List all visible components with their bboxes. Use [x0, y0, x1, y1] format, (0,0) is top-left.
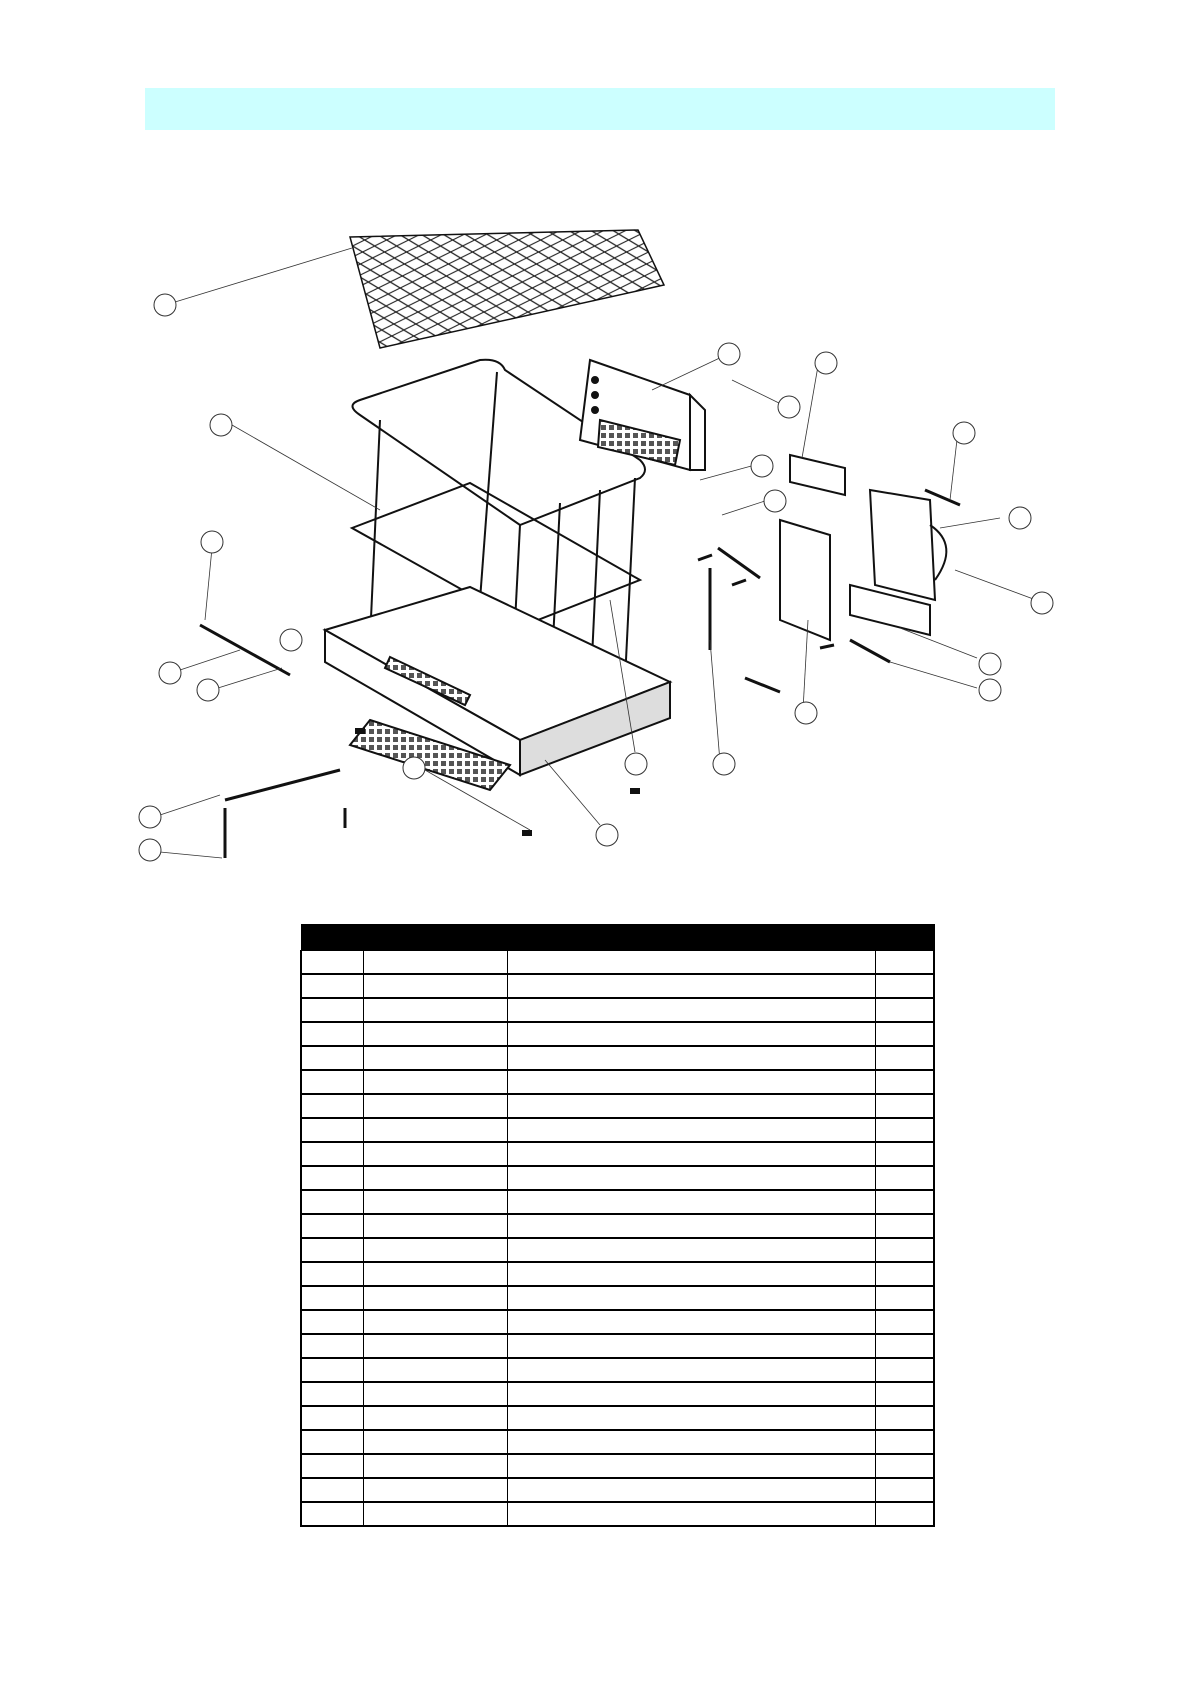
table-row [301, 1406, 934, 1430]
cell-part-number [363, 1142, 507, 1166]
cell-quantity [875, 1430, 934, 1454]
callout-3 [201, 531, 223, 553]
cell-part-number [363, 1286, 507, 1310]
cell-item [301, 1478, 363, 1502]
callout-18 [953, 422, 975, 444]
cell-part-number [363, 998, 507, 1022]
cell-part-number [363, 1046, 507, 1070]
table-row [301, 1214, 934, 1238]
table-row [301, 1142, 934, 1166]
cell-quantity [875, 1382, 934, 1406]
cell-part-number [363, 1382, 507, 1406]
cell-description [507, 1382, 875, 1406]
cell-description [507, 1094, 875, 1118]
cell-description [507, 1214, 875, 1238]
callout-12 [713, 753, 735, 775]
cell-description [507, 1310, 875, 1334]
table-row [301, 1310, 934, 1334]
header-item [301, 925, 363, 951]
cell-quantity [875, 951, 934, 975]
cell-item [301, 1262, 363, 1286]
cell-description [507, 1262, 875, 1286]
cell-quantity [875, 1022, 934, 1046]
table-row [301, 1382, 934, 1406]
callout-16 [764, 490, 786, 512]
callout-4 [280, 629, 302, 651]
cell-description [507, 1454, 875, 1478]
table-row [301, 1070, 934, 1094]
cell-quantity [875, 1502, 934, 1526]
cell-description [507, 1478, 875, 1502]
callout-17 [815, 352, 837, 374]
control-box [580, 360, 705, 470]
cell-item [301, 998, 363, 1022]
callout-6 [197, 679, 219, 701]
cell-part-number [363, 1190, 507, 1214]
table-row [301, 1118, 934, 1142]
cell-part-number [363, 1022, 507, 1046]
cell-item [301, 1334, 363, 1358]
cell-description [507, 1502, 875, 1526]
cell-part-number [363, 1070, 507, 1094]
cell-description [507, 1358, 875, 1382]
cell-part-number [363, 1334, 507, 1358]
cell-description [507, 1022, 875, 1046]
cell-description [507, 974, 875, 998]
cell-item [301, 1094, 363, 1118]
cell-item [301, 1430, 363, 1454]
cell-part-number [363, 1214, 507, 1238]
platform-base [325, 587, 670, 790]
cell-item [301, 1022, 363, 1046]
cell-quantity [875, 998, 934, 1022]
cell-item [301, 1190, 363, 1214]
table-row [301, 1094, 934, 1118]
cell-part-number [363, 1430, 507, 1454]
cell-description [507, 1334, 875, 1358]
cell-description [507, 1430, 875, 1454]
cell-item [301, 1286, 363, 1310]
table-row [301, 1166, 934, 1190]
cell-quantity [875, 974, 934, 998]
cell-item [301, 1118, 363, 1142]
cell-description [507, 1190, 875, 1214]
mounting-brackets [780, 455, 946, 640]
cell-quantity [875, 1454, 934, 1478]
cell-quantity [875, 1142, 934, 1166]
table-row [301, 1502, 934, 1526]
cell-item [301, 1502, 363, 1526]
cell-description [507, 1142, 875, 1166]
cell-item [301, 1142, 363, 1166]
cell-part-number [363, 1118, 507, 1142]
cell-quantity [875, 1310, 934, 1334]
cell-description [507, 1286, 875, 1310]
cell-quantity [875, 1286, 934, 1310]
callout-23 [795, 702, 817, 724]
cell-quantity [875, 1478, 934, 1502]
callout-7 [139, 806, 161, 828]
table-row [301, 1022, 934, 1046]
table-row [301, 974, 934, 998]
table-row [301, 1262, 934, 1286]
cell-part-number [363, 1478, 507, 1502]
table-row [301, 1286, 934, 1310]
table-row [301, 1454, 934, 1478]
cell-quantity [875, 1406, 934, 1430]
cell-part-number [363, 1358, 507, 1382]
callout-21 [979, 653, 1001, 675]
cell-part-number [363, 974, 507, 998]
callout-1 [154, 294, 176, 316]
callout-22 [979, 679, 1001, 701]
cell-description [507, 1166, 875, 1190]
cell-item [301, 1166, 363, 1190]
cell-quantity [875, 1046, 934, 1070]
cell-item [301, 974, 363, 998]
floor-mesh-panel [350, 230, 664, 348]
cell-item [301, 1406, 363, 1430]
parts-table-header [301, 925, 934, 951]
callout-15 [751, 455, 773, 477]
cell-item [301, 1310, 363, 1334]
callout-10 [596, 824, 618, 846]
cell-quantity [875, 1118, 934, 1142]
cell-part-number [363, 1094, 507, 1118]
callout-2 [210, 414, 232, 436]
table-row [301, 1046, 934, 1070]
table-row [301, 1358, 934, 1382]
callout-5 [159, 662, 181, 684]
parts-list-table [300, 924, 935, 1527]
cell-part-number [363, 1262, 507, 1286]
cell-description [507, 1406, 875, 1430]
table-row [301, 1430, 934, 1454]
cell-part-number [363, 1502, 507, 1526]
cell-quantity [875, 1094, 934, 1118]
cell-description [507, 1046, 875, 1070]
callout-13 [718, 343, 740, 365]
cell-part-number [363, 951, 507, 975]
callout-11 [625, 753, 647, 775]
header-description [507, 925, 875, 951]
cell-quantity [875, 1262, 934, 1286]
table-row [301, 1478, 934, 1502]
cell-item [301, 1454, 363, 1478]
cell-item [301, 1358, 363, 1382]
cell-part-number [363, 1238, 507, 1262]
cell-item [301, 1238, 363, 1262]
table-row [301, 998, 934, 1022]
cell-part-number [363, 1310, 507, 1334]
cell-part-number [363, 1166, 507, 1190]
cell-quantity [875, 1334, 934, 1358]
header-part-number [363, 925, 507, 951]
table-row [301, 1190, 934, 1214]
table-row [301, 1334, 934, 1358]
cell-part-number [363, 1454, 507, 1478]
cell-quantity [875, 1214, 934, 1238]
cell-quantity [875, 1070, 934, 1094]
cell-quantity [875, 1166, 934, 1190]
callout-9 [403, 757, 425, 779]
cell-description [507, 1118, 875, 1142]
cell-item [301, 1070, 363, 1094]
cell-item [301, 951, 363, 975]
cell-item [301, 1214, 363, 1238]
cell-description [507, 998, 875, 1022]
cell-quantity [875, 1358, 934, 1382]
header-quantity [875, 925, 934, 951]
callout-19 [1009, 507, 1031, 529]
cell-quantity [875, 1238, 934, 1262]
cell-item [301, 1382, 363, 1406]
cell-description [507, 1070, 875, 1094]
callout-20 [1031, 592, 1053, 614]
cell-description [507, 951, 875, 975]
cell-part-number [363, 1406, 507, 1430]
table-row [301, 951, 934, 975]
callout-14 [778, 396, 800, 418]
callout-8 [139, 839, 161, 861]
cell-item [301, 1046, 363, 1070]
table-row [301, 1238, 934, 1262]
cell-description [507, 1238, 875, 1262]
cell-quantity [875, 1190, 934, 1214]
